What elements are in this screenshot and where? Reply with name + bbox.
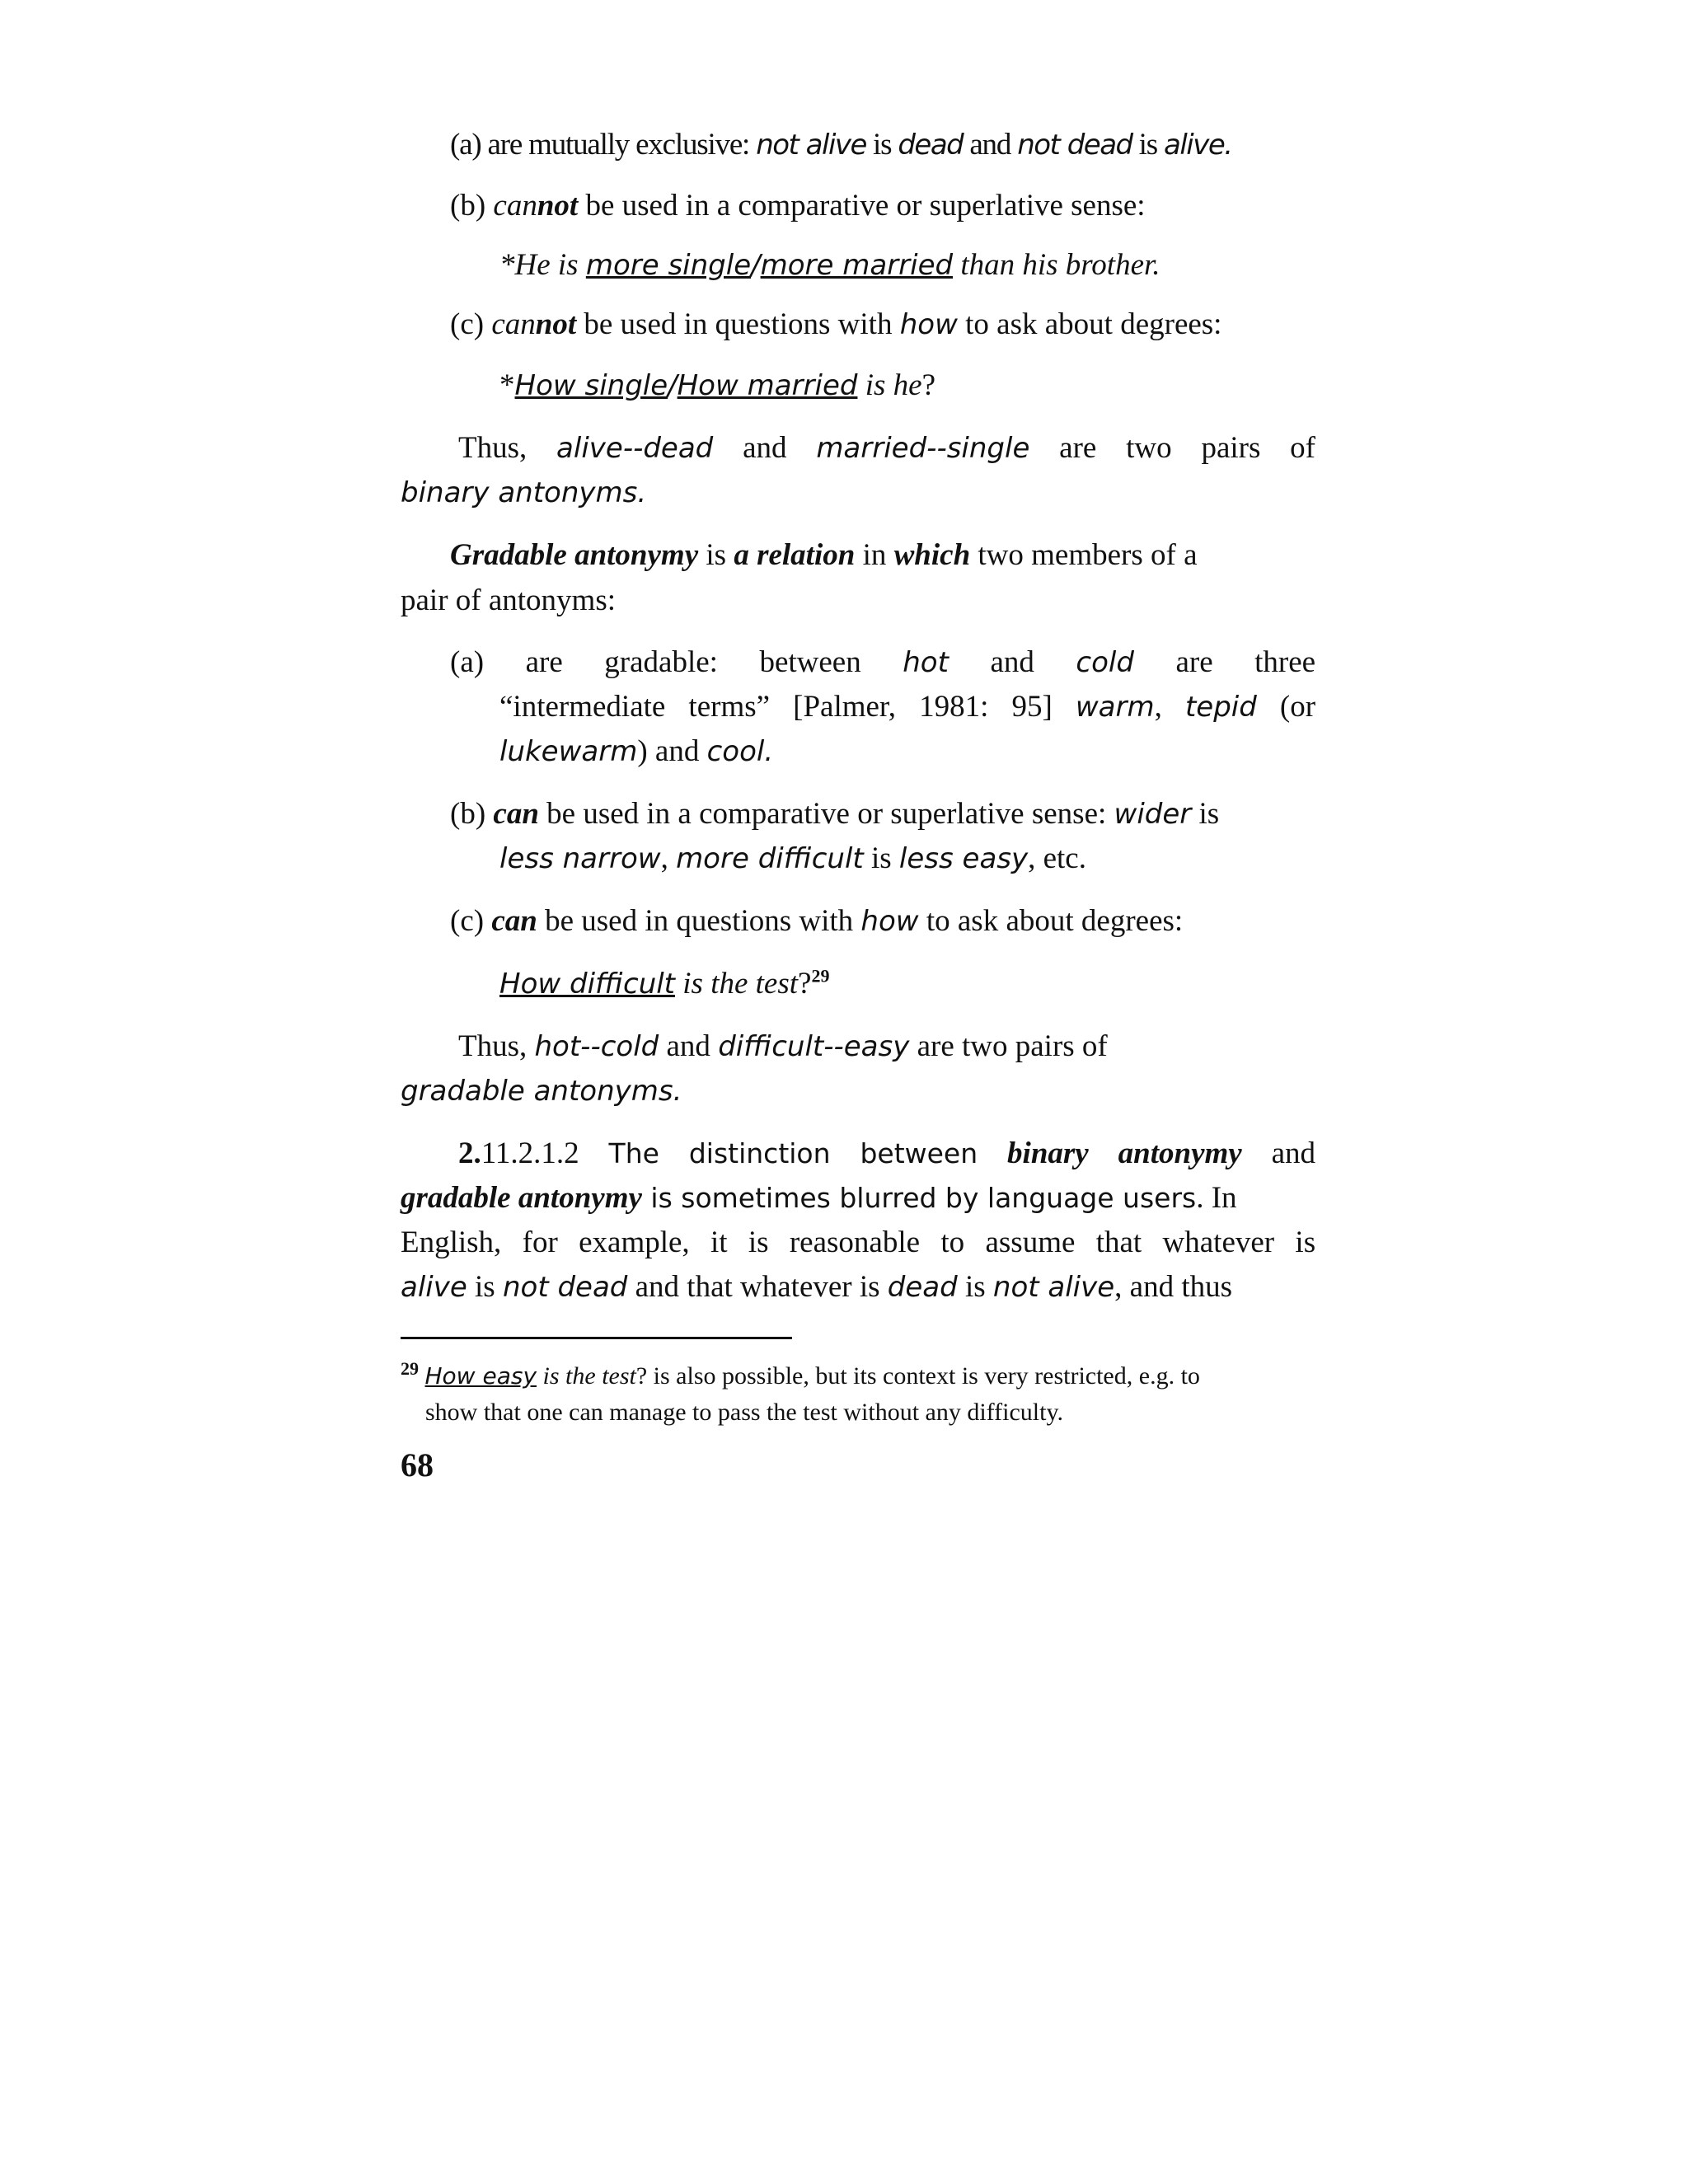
text: , etc. xyxy=(1028,841,1086,875)
emph-can: can xyxy=(493,189,537,223)
text: gradable: xyxy=(604,645,718,679)
point-b-label: (b) xyxy=(450,189,494,223)
thus-gradable-line2 xyxy=(401,1068,682,1114)
emph-can: can xyxy=(493,797,539,831)
text: is xyxy=(1295,1226,1316,1259)
term-wider: wider xyxy=(1114,798,1192,831)
text: assume xyxy=(985,1226,1076,1259)
term-antonymy: antonymy xyxy=(1118,1137,1242,1170)
term-hot-cold: hot--cold xyxy=(534,1030,659,1063)
text: is xyxy=(1191,797,1220,831)
text: is xyxy=(865,128,898,162)
text: . xyxy=(764,735,774,768)
text: example, xyxy=(579,1226,690,1259)
text: to xyxy=(940,1226,965,1259)
term-more-single: more single xyxy=(585,249,752,282)
text: terms” xyxy=(688,690,771,724)
thus-binary-line2 xyxy=(401,470,646,516)
text: two xyxy=(1126,431,1172,465)
gradable-point-b-line1 xyxy=(450,791,1219,837)
text: . xyxy=(673,1075,682,1108)
term-cool: cool xyxy=(706,735,765,768)
gradable-point-a-line2 xyxy=(401,684,1315,730)
text: than his brother. xyxy=(953,248,1160,282)
text: and xyxy=(659,1029,719,1063)
point-a-label: (a) are mutually exclusive: xyxy=(450,128,757,162)
section-line2 xyxy=(401,1175,1237,1221)
text: ) and xyxy=(637,734,707,768)
text: and xyxy=(963,128,1018,162)
text: Thus, xyxy=(458,1029,535,1063)
text: that xyxy=(1095,1226,1142,1259)
term-cold: cold xyxy=(1076,646,1134,679)
thus-binary-line1 xyxy=(401,425,1315,471)
gradable-point-b-line2 xyxy=(499,836,1086,882)
emph-which: which xyxy=(893,538,971,572)
term-gradable-antonyms: gradable antonyms xyxy=(401,1075,673,1108)
text: *He is xyxy=(499,248,586,282)
text: is xyxy=(748,1226,769,1259)
footnote-ref[interactable]: 29 xyxy=(811,965,830,987)
term-how-married: How married xyxy=(677,369,858,402)
text: , xyxy=(660,841,677,875)
text: ? xyxy=(921,368,935,402)
example-how-difficult xyxy=(499,961,829,1007)
text: are xyxy=(525,645,563,679)
term-how: how xyxy=(860,905,919,938)
text: is he xyxy=(857,368,922,402)
text: for xyxy=(522,1226,558,1259)
text: Thus, xyxy=(458,431,528,465)
term-binary: binary xyxy=(1007,1137,1089,1170)
text: and xyxy=(1271,1137,1316,1170)
text: is xyxy=(863,841,899,875)
text: to ask about degrees: xyxy=(957,307,1222,341)
text: between xyxy=(860,1137,978,1169)
gradable-point-a-line3 xyxy=(499,729,773,775)
text: The xyxy=(608,1137,659,1169)
term-binary-antonyms: binary antonyms xyxy=(401,476,638,509)
section-line3 xyxy=(401,1220,1315,1265)
text: be used in questions with xyxy=(537,904,861,938)
term-tepid: tepid xyxy=(1184,691,1257,724)
term-less-narrow: less narrow xyxy=(499,842,661,875)
term-how-single: How single xyxy=(514,369,668,402)
term-hot: hot xyxy=(903,646,949,679)
text: . xyxy=(637,476,647,509)
text: it xyxy=(710,1226,728,1259)
text: is the test xyxy=(537,1362,636,1390)
text: 1981: xyxy=(919,690,989,724)
text: to ask about degrees: xyxy=(918,904,1184,938)
text: / xyxy=(668,369,678,402)
term-married-single: married--single xyxy=(816,432,1030,465)
term-gradable-antonymy: Gradable antonymy xyxy=(450,538,699,572)
footnote-number: 29 xyxy=(401,1358,419,1379)
example-more-single xyxy=(499,242,1160,288)
gradable-definition-line2 xyxy=(401,578,616,623)
term-gradable-antonymy: gradable antonymy xyxy=(401,1181,642,1215)
text: and xyxy=(743,431,787,465)
text: . xyxy=(1224,129,1232,162)
footnote-line1 xyxy=(401,1358,1315,1394)
text: between xyxy=(759,645,861,679)
point-c-label: (c) xyxy=(450,904,492,938)
term-dead: dead xyxy=(887,1271,958,1304)
emph-can: can xyxy=(491,904,537,938)
text: pair of antonyms: xyxy=(401,583,617,617)
text: , xyxy=(1154,690,1162,724)
section-number: 11.2.1.2 xyxy=(481,1137,579,1170)
text: “intermediate xyxy=(499,690,666,724)
term-alive-dead: alive--dead xyxy=(556,432,714,465)
term-warm: warm xyxy=(1075,691,1155,724)
text: , and thus xyxy=(1114,1270,1233,1304)
term-more-married: more married xyxy=(760,249,954,282)
term-how-easy: How easy xyxy=(424,1362,537,1390)
text: ? xyxy=(798,967,812,1001)
gradable-point-c xyxy=(450,898,1183,944)
section-number-bold: 2. xyxy=(458,1137,481,1170)
text: whatever xyxy=(1162,1226,1275,1259)
binary-point-c xyxy=(450,302,1221,348)
term-lukewarm: lukewarm xyxy=(499,735,638,768)
text: show that one can manage to pass the test without any difficulty. xyxy=(425,1399,1063,1426)
emph-not: not xyxy=(535,307,577,341)
text: is xyxy=(467,1270,503,1304)
section-line1 xyxy=(401,1131,1315,1176)
thus-gradable-line1 xyxy=(458,1024,1108,1070)
text: and that whatever is xyxy=(627,1270,888,1304)
term-alive: alive xyxy=(401,1271,467,1304)
term-dead: dead xyxy=(898,129,964,162)
gradable-point-a-line1 xyxy=(401,640,1315,686)
term-not-alive: not alive xyxy=(992,1271,1115,1304)
term-less-easy: less easy xyxy=(898,842,1029,875)
text: distinction xyxy=(688,1137,831,1169)
text: be used in questions with xyxy=(576,307,900,341)
page-number: 68 xyxy=(401,1446,434,1483)
footnote-divider xyxy=(401,1337,792,1339)
term-not-alive: not alive xyxy=(756,129,866,162)
text: (or xyxy=(1279,690,1316,724)
text: are two pairs of xyxy=(909,1029,1108,1063)
text: ? is also possible, but its context is very restricted, e.g. to xyxy=(635,1362,1200,1390)
text: two members of a xyxy=(970,538,1198,572)
term-not-dead: not dead xyxy=(1017,129,1132,162)
text: is sometimes blurred by language users xyxy=(641,1182,1197,1214)
footnote-line2 xyxy=(425,1394,1340,1431)
emph-not: not xyxy=(537,189,579,223)
text: of xyxy=(1290,431,1315,465)
text: are xyxy=(1059,431,1097,465)
point-a-label: (a) xyxy=(450,645,485,679)
text: is xyxy=(1132,128,1164,162)
gradable-definition-line1 xyxy=(450,532,1198,578)
binary-point-b xyxy=(450,183,1146,228)
text: is the test xyxy=(675,967,799,1001)
text: be used in a comparative or superlative sense: xyxy=(538,797,1114,831)
text: 95] xyxy=(1011,690,1053,724)
text: [Palmer, xyxy=(793,690,897,724)
text: in xyxy=(855,538,894,572)
text: three xyxy=(1254,645,1316,679)
term-alive: alive xyxy=(1164,129,1225,162)
text: reasonable xyxy=(789,1226,921,1259)
term-not-dead: not dead xyxy=(502,1271,628,1304)
text: / xyxy=(751,249,761,282)
text: . In xyxy=(1196,1181,1237,1215)
text: are xyxy=(1175,645,1213,679)
point-b-label: (b) xyxy=(450,797,494,831)
text: is xyxy=(698,538,734,572)
text: English, xyxy=(401,1226,502,1259)
section-line4 xyxy=(401,1264,1232,1310)
example-how-single xyxy=(499,363,935,409)
emph-can: can xyxy=(491,307,536,341)
term-more-difficult: more difficult xyxy=(676,842,864,875)
binary-point-a xyxy=(450,122,1232,168)
text: be used in a comparative or superlative sense: xyxy=(578,189,1146,223)
text: * xyxy=(499,368,515,402)
text: and xyxy=(990,645,1034,679)
emph-a-relation: a relation xyxy=(734,538,856,572)
term-how: how xyxy=(899,308,958,341)
term-how-difficult: How difficult xyxy=(499,968,676,1001)
text: is xyxy=(957,1270,993,1304)
point-c-label: (c) xyxy=(450,307,492,341)
term-difficult-easy: difficult--easy xyxy=(718,1030,910,1063)
text: pairs xyxy=(1201,431,1261,465)
